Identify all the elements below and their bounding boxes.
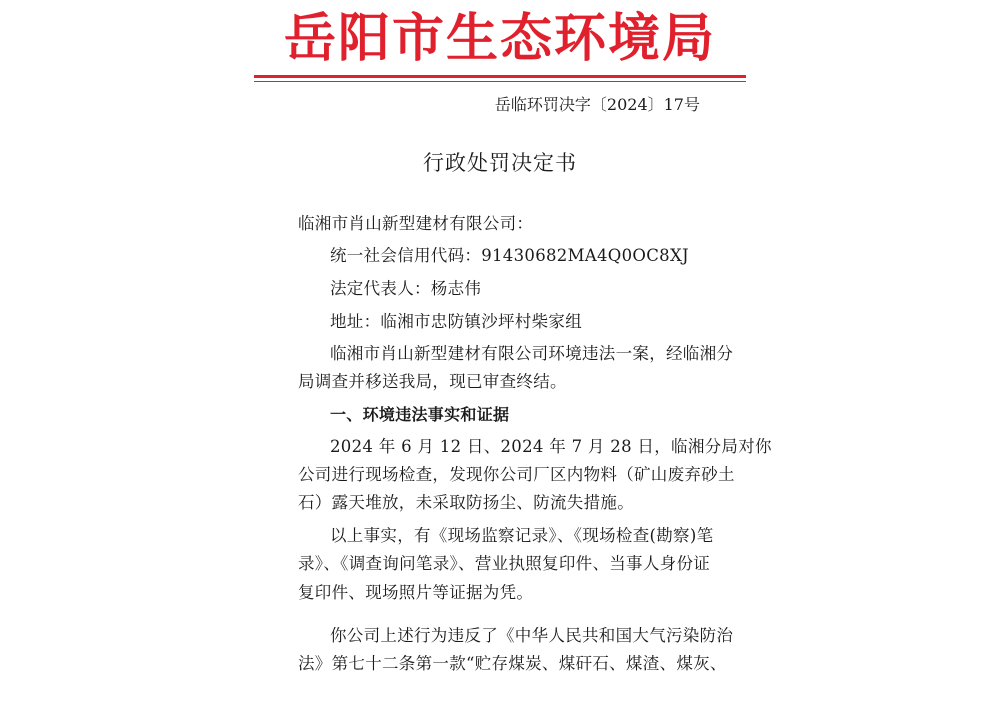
evidence-line-3: 复印件、现场照片等证据为凭。 <box>298 583 534 602</box>
facts-line-1: 2024 年 6 月 12 日、2024 年 7 月 28 日，临湘分局对你 <box>330 437 772 456</box>
letterhead-rule-thick <box>254 75 746 78</box>
violation-line-2: 法》第七十二条第一款“贮存煤炭、煤矸石、煤渣、煤灰、 <box>298 654 727 673</box>
intro-line-1: 临湘市肖山新型建材有限公司环境违法一案，经临湘分 <box>330 344 734 363</box>
facts-line-2: 公司进行现场检查，发现你公司厂区内物料（矿山废弃砂土 <box>298 465 735 484</box>
addressee: 临湘市肖山新型建材有限公司： <box>298 214 534 233</box>
intro-line-2: 局调查并移送我局，现已审查终结。 <box>298 372 567 391</box>
section-heading-facts: 一、环境违法事实和证据 <box>330 405 510 424</box>
document-title: 行政处罚决定书 <box>423 151 577 175</box>
document-number: 岳临环罚决字〔2024〕17号 <box>494 95 700 114</box>
evidence-line-1: 以上事实，有《现场监察记录》、《现场检查(勘察)笔 <box>330 526 714 545</box>
agency-letterhead: 岳阳市生态环境局 <box>283 8 716 69</box>
violation-line-1: 你公司上述行为违反了《中华人民共和国大气污染防治 <box>330 626 734 645</box>
company-address: 地址：临湘市忠防镇沙坪村柴家组 <box>330 312 582 331</box>
facts-line-3: 石）露天堆放，未采取防扬尘、防流失措施。 <box>298 493 634 512</box>
letterhead-rule-thin <box>254 81 746 82</box>
legal-representative: 法定代表人：杨志伟 <box>330 279 482 298</box>
evidence-line-2: 录》、《调查询问笔录》、营业执照复印件、当事人身份证 <box>298 554 711 573</box>
credit-code: 统一社会信用代码：91430682MA4Q0OC8XJ <box>330 246 689 265</box>
